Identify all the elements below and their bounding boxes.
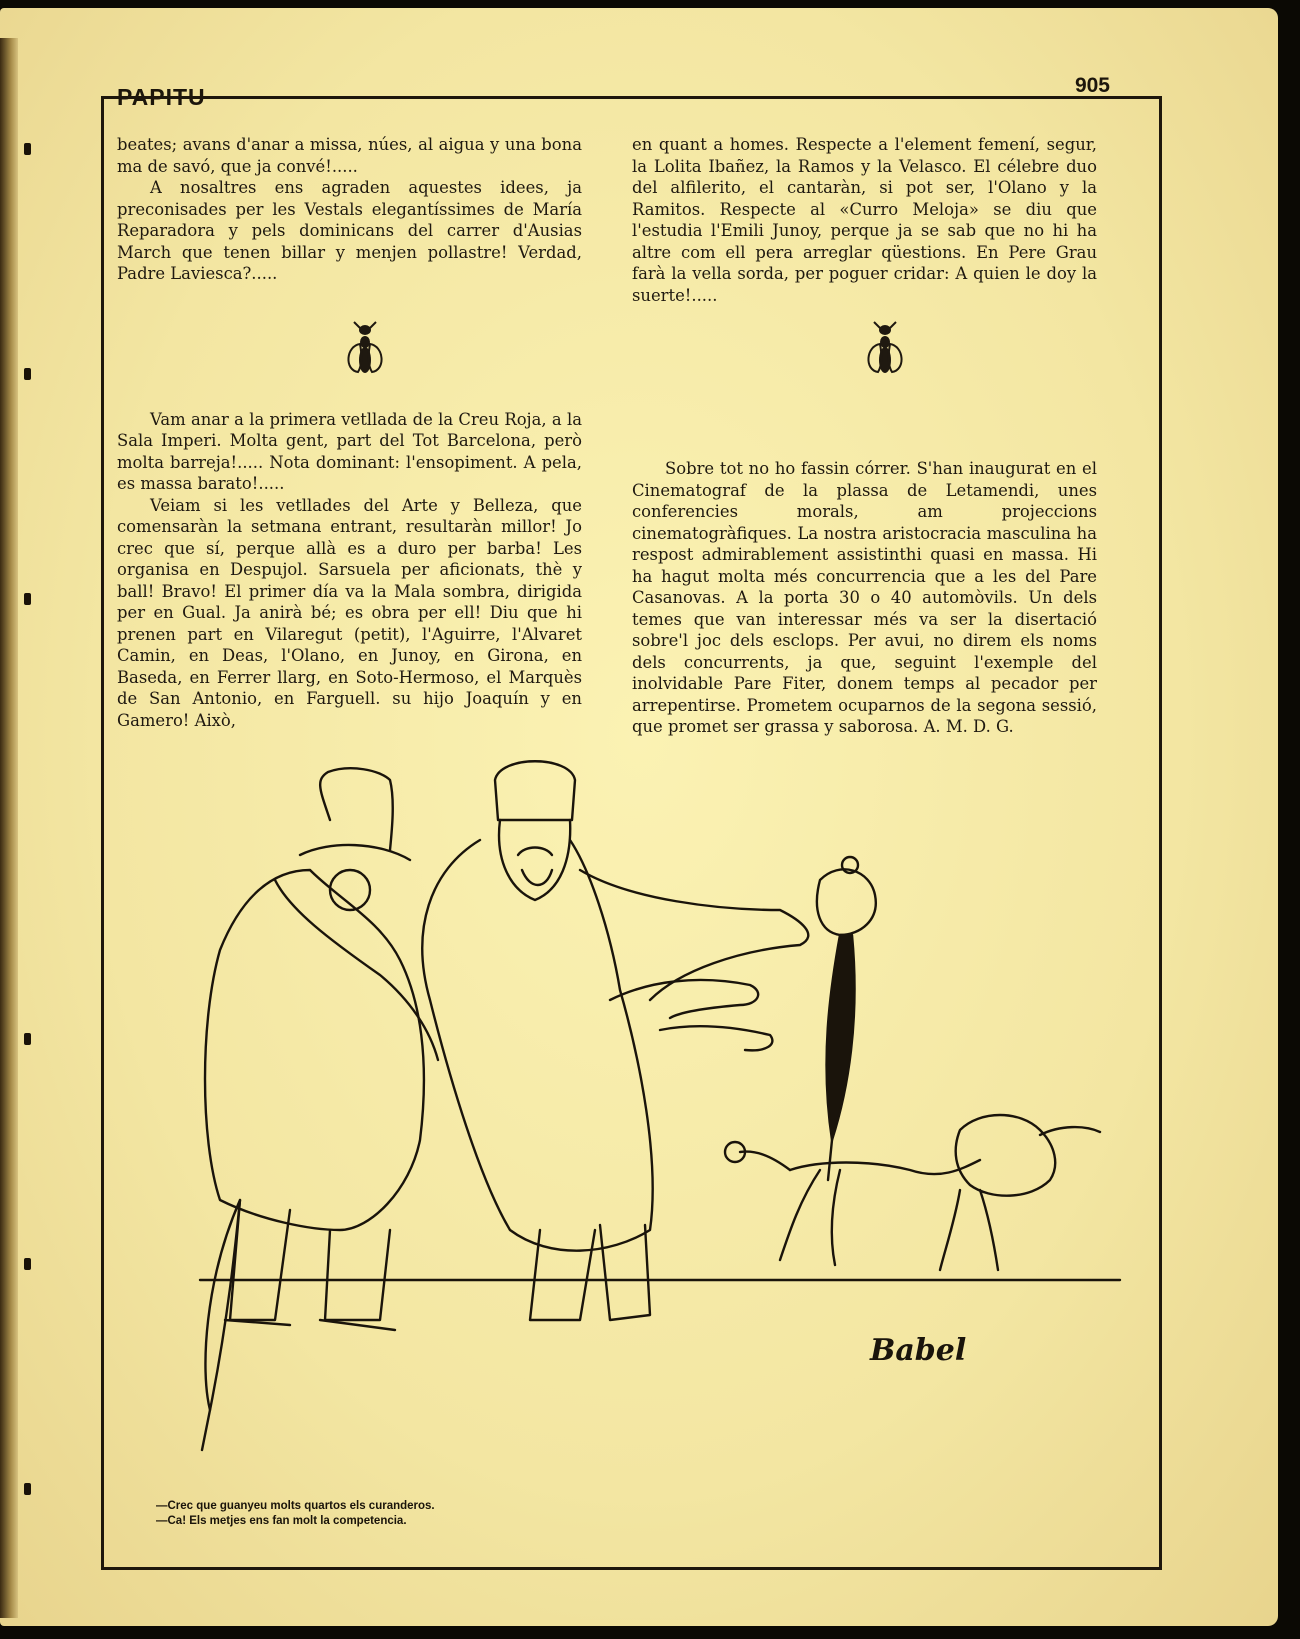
left-column — [117, 134, 582, 731]
right-figure-hat — [495, 761, 575, 820]
right-figure-cloak — [422, 840, 652, 1251]
binding-stitch — [24, 1033, 31, 1045]
cartoon-caption — [156, 1499, 435, 1529]
page-number: 905 — [1074, 74, 1110, 97]
artist-signature: Babel — [870, 1333, 967, 1368]
binding-stitch — [24, 143, 31, 155]
paragraph: beates; avans d'anar a missa, núes, al aigua y una bona ma de savó, que ja convé!..... — [117, 135, 582, 176]
magazine-title: PAPITU — [117, 84, 206, 110]
binding-stitch — [24, 593, 31, 605]
left-figure-coat — [205, 870, 424, 1230]
paragraph: Vam anar a la primera vetllada de la Creu Roja, a la Sala Imperi. Molta gent, part del Tot Barcelona, però molta barreja!..... Nota dominant: l'ensopiment. A pela, es massa barato!..... — [117, 409, 582, 493]
caption-line: —Crec que guanyeu molts quartos els curanderos. — [156, 1500, 435, 1512]
binding-edge — [0, 38, 18, 1618]
fly-ornament-icon — [864, 320, 906, 378]
binding-stitch — [24, 1483, 31, 1495]
right-umbrella — [827, 935, 855, 1140]
binding-stitch — [24, 1258, 31, 1270]
left-figure-hat — [320, 768, 393, 850]
paragraph: Veiam si les vetllades del Arte y Belleza, que comensaràn la setmana entrant, resultaràn millor! Jo crec que sí, perque allà es a duro per barba! Les organisa en Despujol. Sarsuela per aficionats, thè y ball! Bravo! El primer día va la Mala sombra, dirigida per en Gual. Ja anirà bé; es obra per ell! Diu que hi prenen part en Vilaregut (petit), l'Aguirre, l'Alvaret Camin, en Deas, l'Olano, en Junoy, en Girona, en Baseda, en Ferrer llarg, en Soto-Hermoso, el Marquès de San Antonio, en Farguell. su hijo Joaquín y en Gamero! Això, — [117, 495, 582, 730]
caption-line: —Ca! Els metjes ens fan molt la competencia. — [156, 1515, 407, 1527]
cartoon-illustration — [180, 760, 1140, 1480]
paragraph: en quant a homes. Respecte a l'element femení, segur, la Lolita Ibañez, la Ramos y la Velasco. El célebre duo del alfilerito, el cantaràn, si pot ser, l'Olano y la Ramitos. Respecte al «Curro Meloja» se diu que l'estudia l'Emili Junoy, perque ja se sab que no hi ha altre com ell pera arreglar qüestions. En Pere Grau farà la vella sorda, per poguer cridar: A quien le doy la suerte!..... — [632, 135, 1097, 305]
left-umbrella — [205, 1200, 240, 1410]
paragraph: Sobre tot no ho fassin córrer. S'han inaugurat en el Cinematograf de la plassa de Letamendi, unes conferencies morals, am projeccions cinematogràfiques. La nostra aristocracia masculina ha respost admirablement assistinthi quasi en massa. Hi ha hagut molta més concurrencia que a les del Pare Casanovas. A la porta 30 o 40 automòvils. Un dels temes que van interessar més va ser la disertació sobre'l joc dels esclops. Per avui, no direm els noms dels concurrents, ja que, seguint l'exemple del inolvidable Pare Fiter, donem temps al pecador per arrepentirse. Prometem ocuparnos de la segona sessió, que promet ser grassa y saborosa. A. M. D. G. — [632, 459, 1097, 736]
paragraph: A nosaltres ens agraden aquestes idees, ja preconisades per les Vestals elegantíssimes de María Reparadora y pels dominicans del carrer d'Ausias March que tenen billar y menjen pollastre! Verdad, Padre Laviesca?..... — [117, 178, 582, 283]
right-column — [632, 134, 1097, 738]
fly-ornament-icon — [344, 320, 386, 378]
binding-stitch — [24, 368, 31, 380]
